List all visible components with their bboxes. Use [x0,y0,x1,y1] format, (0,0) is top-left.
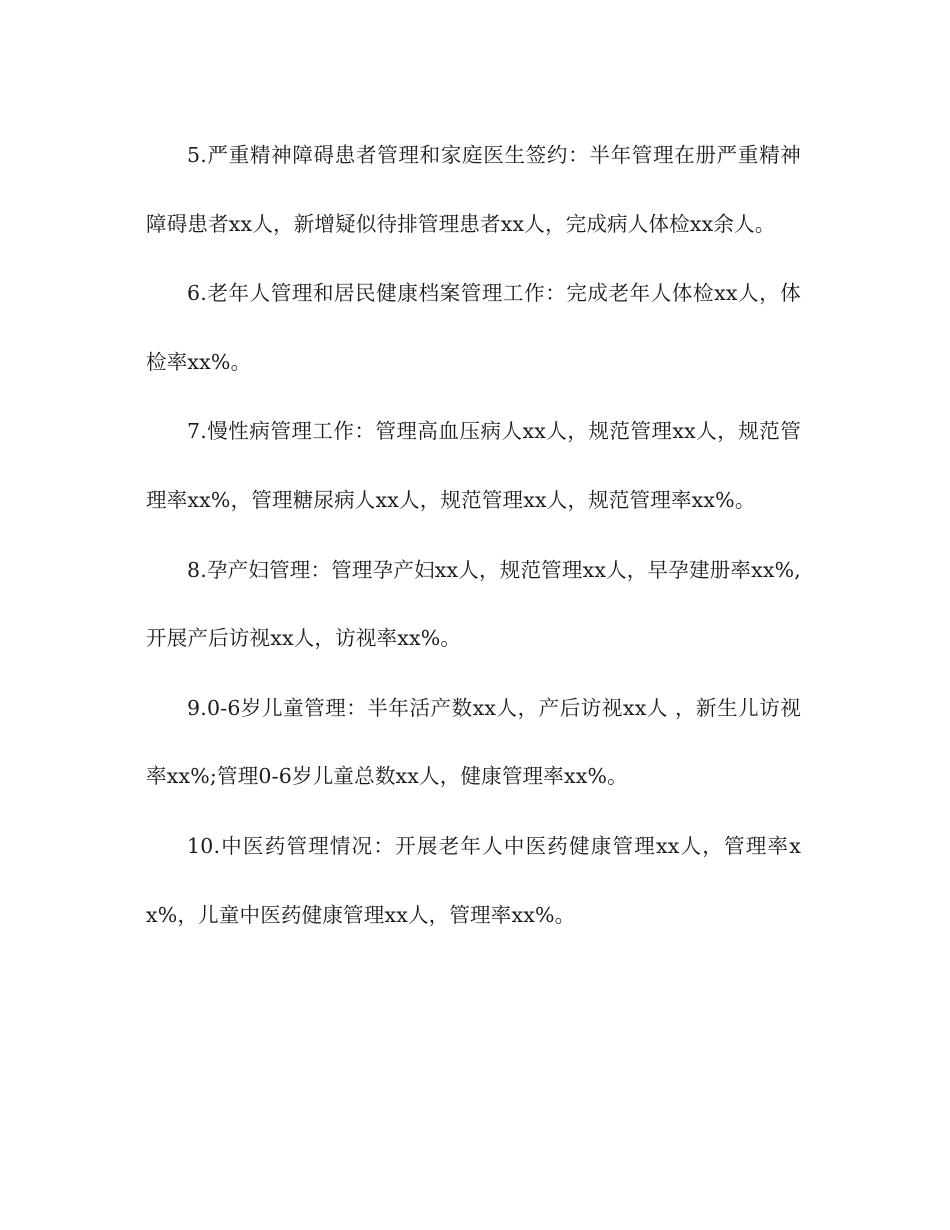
paragraph-item-7: 7.慢性病管理工作：管理高血压病人xx人，规范管理xx人，规范管理率xx%，管理糖尿病人xx人，规范管理xx人，规范管理率xx%。 [146,419,801,512]
paragraph-item-6: 6.老年人管理和居民健康档案管理工作：完成老年人体检xx人，体检率xx%。 [146,281,801,374]
paragraph-item-8: 8.孕产妇管理：管理孕产妇xx人，规范管理xx人，早孕建册率xx%,开展产后访视xx人，访视率xx%。 [146,557,801,651]
paragraph-item-9: 9.0-6岁儿童管理：半年活产数xx人，产后访视xx人 ，新生儿访视率xx%;管理0-6岁儿童总数xx人，健康管理率xx%。 [146,695,801,789]
paragraph-item-10: 10.中医药管理情况：开展老年人中医药健康管理xx人，管理率xx%，儿童中医药健康管理xx人，管理率xx%。 [146,833,801,927]
document-body [146,121,801,950]
paragraph-item-5: 5.严重精神障碍患者管理和家庭医生签约：半年管理在册严重精神障碍患者xx人，新增疑似待排管理患者xx人，完成病人体检xx余人。 [146,143,801,236]
